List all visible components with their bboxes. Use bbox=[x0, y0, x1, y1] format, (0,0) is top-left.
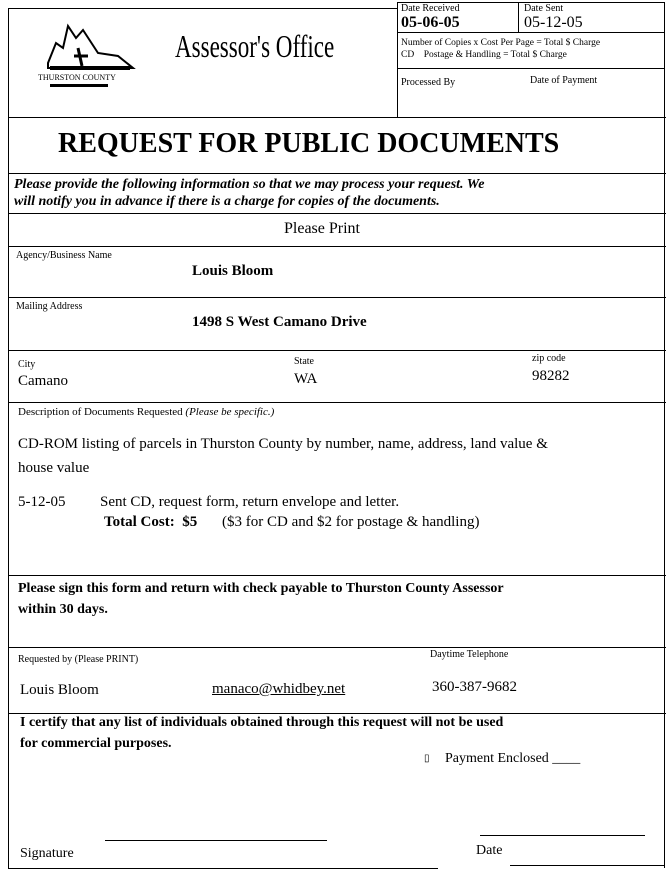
certify-line-1: I certify that any list of individuals obtained through this request will not be used bbox=[20, 715, 504, 730]
mailing-address-label: Mailing Address bbox=[16, 301, 83, 312]
description-line-2[interactable]: house value bbox=[18, 460, 90, 476]
logo-text: THURSTON COUNTY bbox=[38, 73, 116, 82]
total-cost: Total Cost: $5 bbox=[104, 514, 198, 530]
city-label: City bbox=[18, 359, 36, 370]
signature-label: Signature bbox=[20, 846, 74, 861]
requested-by-label: Requested by (Please PRINT) bbox=[18, 654, 139, 665]
date-sent-label: Date Sent bbox=[524, 3, 564, 14]
cd-postage-line: CD Postage & Handling = Total $ Charge bbox=[401, 50, 567, 60]
date-received-value[interactable]: 05-06-05 bbox=[401, 14, 460, 31]
sign-notice-line-2: within 30 days. bbox=[18, 602, 108, 617]
please-print-label: Please Print bbox=[284, 220, 360, 237]
date-received-label: Date Received bbox=[401, 3, 460, 14]
requester-phone[interactable]: 360-387-9682 bbox=[432, 679, 517, 695]
requester-name[interactable]: Louis Bloom bbox=[20, 682, 99, 698]
copies-cost-line: Number of Copies x Cost Per Page = Total $ Charge bbox=[401, 38, 601, 48]
instructions-line-2: will notify you in advance if there is a charge for copies of the documents. bbox=[14, 194, 440, 209]
agency-value[interactable]: Louis Bloom bbox=[192, 263, 274, 279]
instructions-line-1: Please provide the following information so that we may process your request. We bbox=[14, 177, 485, 192]
agency-label: Agency/Business Name bbox=[16, 250, 112, 261]
description-label-text: Description of Documents Requested bbox=[18, 406, 183, 418]
payment-enclosed-label: Payment Enclosed ____ bbox=[445, 751, 581, 766]
date-of-payment-label: Date of Payment bbox=[530, 75, 598, 86]
mailing-address-value[interactable]: 1498 S West Camano Drive bbox=[192, 314, 367, 330]
date-label: Date bbox=[476, 843, 503, 858]
description-label bbox=[18, 406, 274, 418]
requester-email-link[interactable]: manaco@whidbey.net bbox=[212, 681, 346, 697]
zip-value[interactable]: 98282 bbox=[532, 368, 570, 384]
description-hint: (Please be specific.) bbox=[185, 406, 275, 418]
note-text: Sent CD, request form, return envelope and letter. bbox=[100, 494, 400, 510]
office-title: Assessor's Office bbox=[175, 28, 335, 64]
payment-enclosed-checkbox[interactable]: ▯ bbox=[424, 753, 430, 764]
date-sent-value[interactable]: 05-12-05 bbox=[524, 14, 583, 31]
description-line-1[interactable]: CD-ROM listing of parcels in Thurston County by number, name, address, land value & bbox=[18, 436, 548, 452]
city-value[interactable]: Camano bbox=[18, 373, 68, 389]
processed-by-label: Processed By bbox=[401, 77, 456, 88]
state-label: State bbox=[294, 356, 314, 367]
sign-notice-line-1: Please sign this form and return with check payable to Thurston County Assessor bbox=[18, 581, 504, 596]
state-value[interactable]: WA bbox=[294, 371, 318, 387]
daytime-telephone-label: Daytime Telephone bbox=[430, 649, 509, 660]
note-date: 5-12-05 bbox=[18, 494, 66, 510]
certify-line-2: for commercial purposes. bbox=[20, 736, 172, 751]
total-cost-detail: ($3 for CD and $2 for postage & handling) bbox=[222, 514, 480, 530]
zip-label: zip code bbox=[532, 353, 566, 364]
form-title: REQUEST FOR PUBLIC DOCUMENTS bbox=[58, 128, 560, 159]
thurston-county-logo bbox=[38, 18, 138, 90]
